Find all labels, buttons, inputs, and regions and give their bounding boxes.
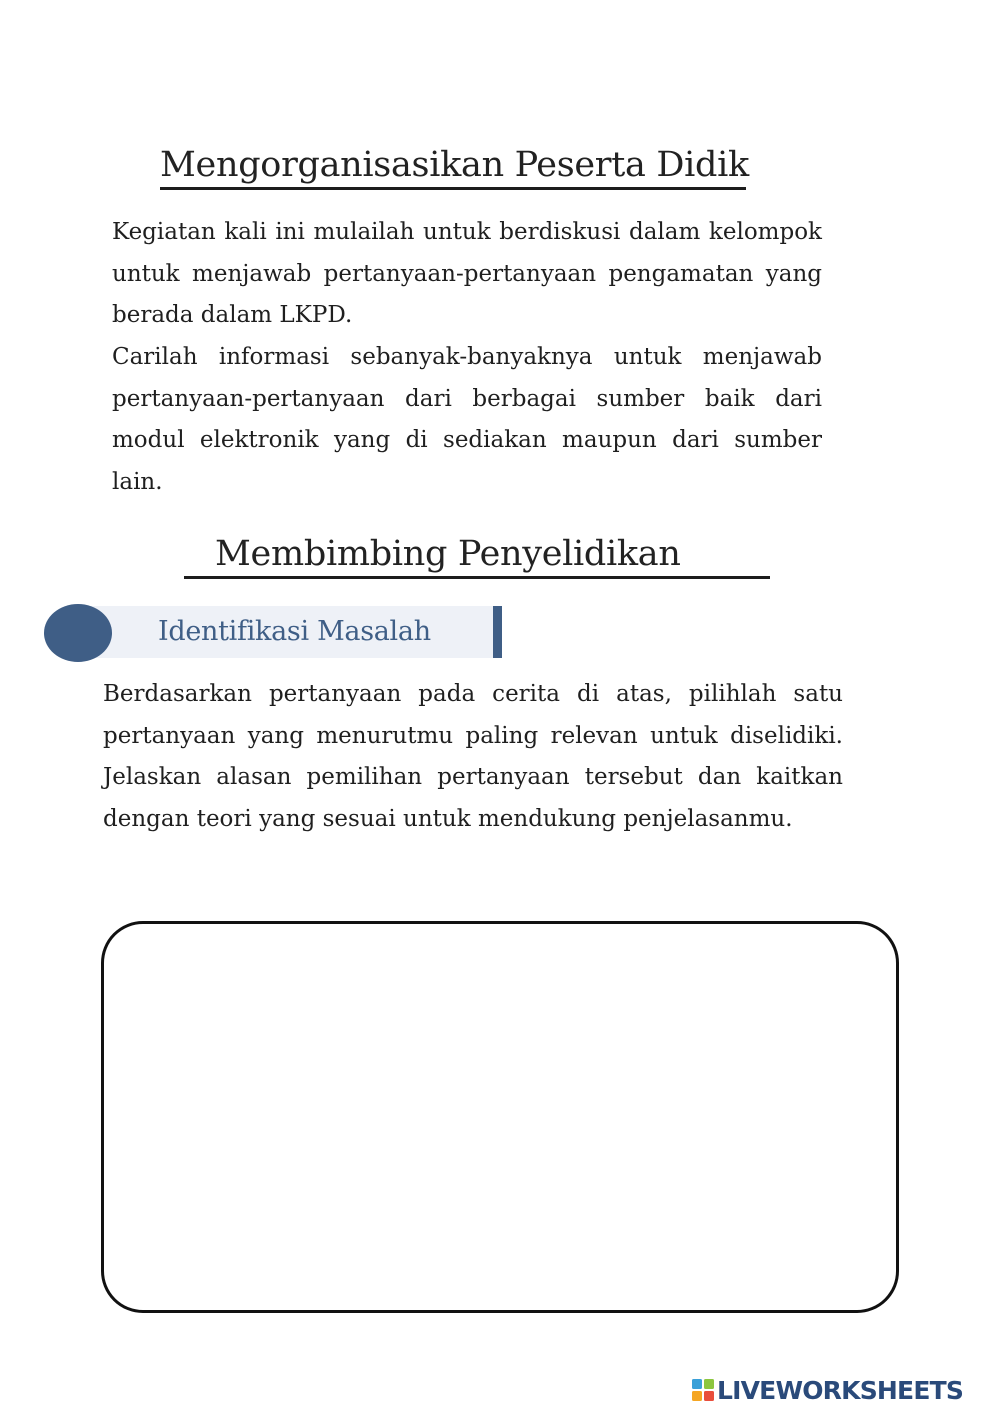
liveworksheets-logo-icon (692, 1379, 714, 1401)
section-tag-label: Identifikasi Masalah (158, 616, 431, 647)
paragraph-carilah-text: Carilah informasi sebanyak-banyaknya untuk menjawab pertanyaan-pertanyaan dari berbagai sumber baik dari modul elektronik yang di sediakan maupun dari sumber lain. (112, 344, 822, 495)
paragraph-instructions (103, 674, 843, 840)
paragraph-kegiatan (112, 212, 822, 337)
heading-membimbing: Membimbing Penyelidikan (215, 534, 681, 574)
paragraph-kegiatan-text: Kegiatan kali ini mulailah untuk berdiskusi dalam kelompok untuk menjawab pertanyaan-pertanyaan pengamatan yang berada dalam LKPD. (112, 219, 822, 328)
paragraph-carilah (112, 337, 822, 503)
heading-underline (184, 576, 770, 579)
section-tag-circle (44, 604, 112, 662)
heading-mengorganisasikan: Mengorganisasikan Peserta Didik (160, 145, 749, 185)
answer-box[interactable] (101, 921, 899, 1313)
watermark (692, 1374, 963, 1406)
paragraph-instructions-text: Berdasarkan pertanyaan pada cerita di atas, pilihlah satu pertanyaan yang menurutmu paling relevan untuk diselidiki. Jelaskan alasan pemilihan pertanyaan tersebut dan kaitkan dengan teori yang sesuai untuk mendukung penjelasanmu. (103, 681, 843, 832)
watermark-text: LIVEWORKSHEETS (717, 1375, 964, 1405)
heading-underline (160, 187, 746, 190)
